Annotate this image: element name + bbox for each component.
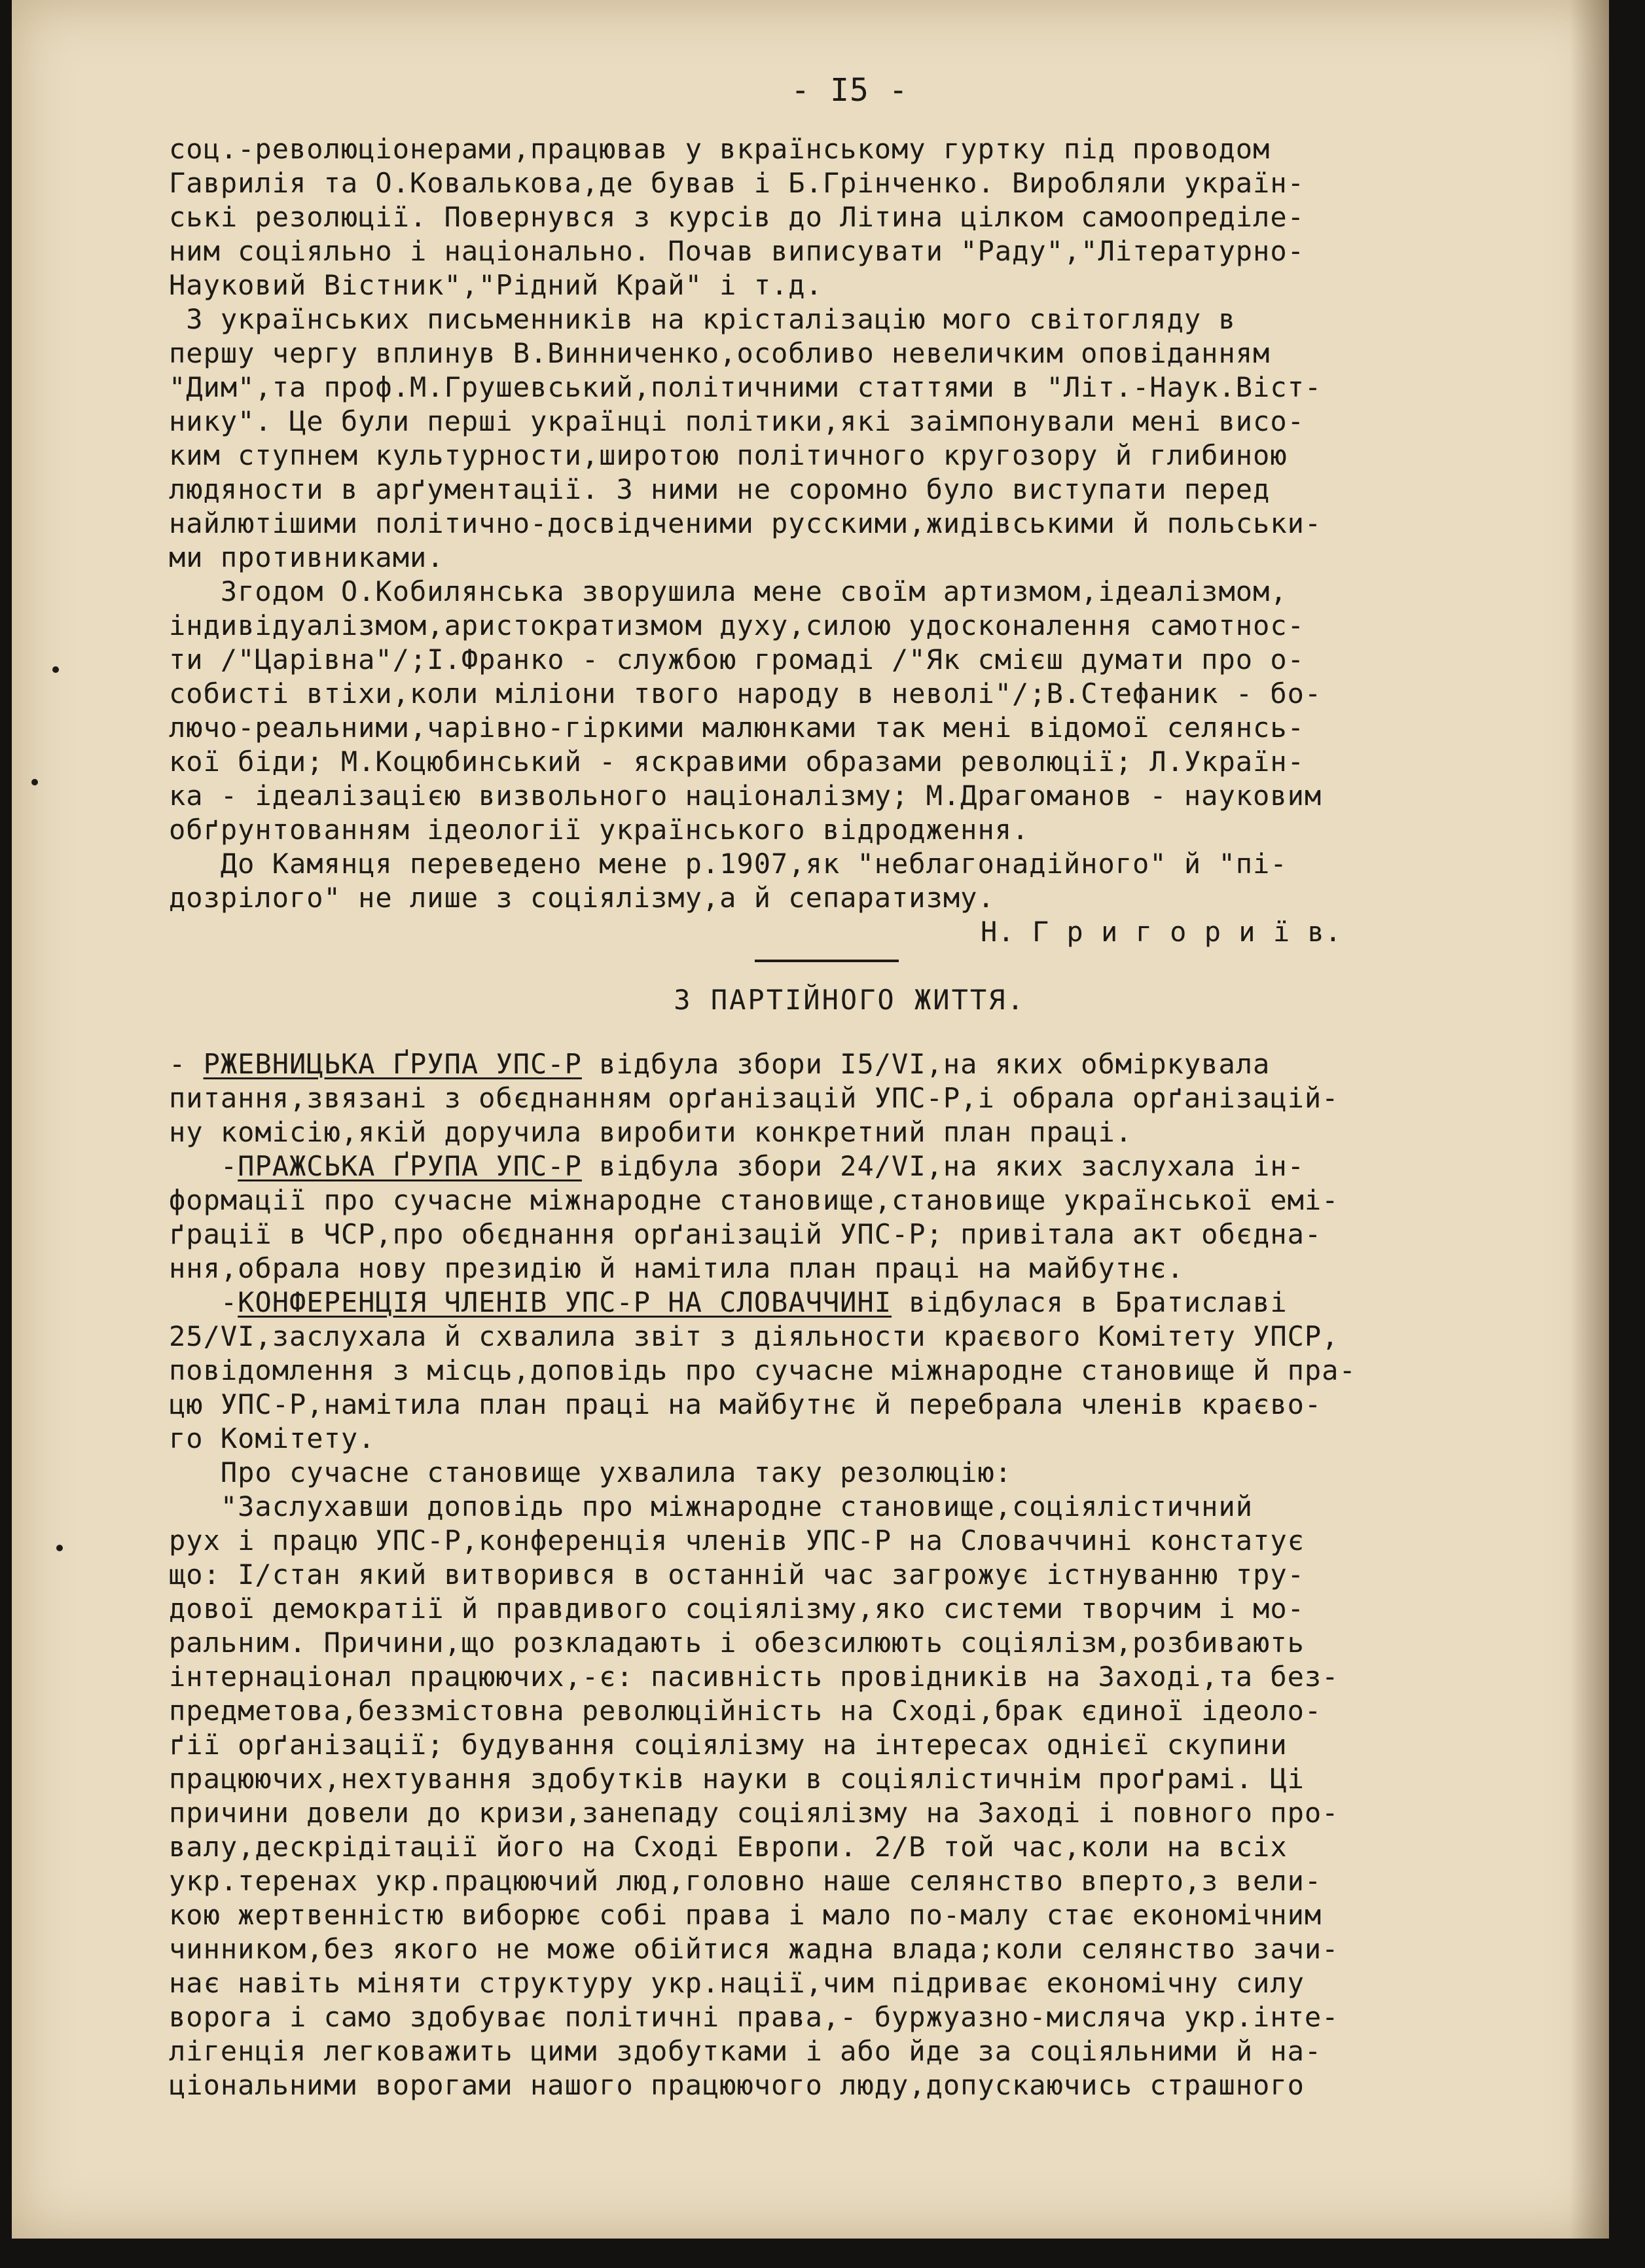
text-line: Про сучасне становище ухвалила таку резолюцію: <box>169 1456 1013 1488</box>
text-line: предметова,беззмістовна революційність на Сході,брак єдиної ідеоло- <box>169 1695 1322 1727</box>
text-line: ґрації в ЧСР,про обєднання орґанізацій УПС-Р; привітала акт обєдна- <box>169 1218 1322 1250</box>
text-line: ким ступнем культурности,широтою політичного кругозору й глибиною <box>169 439 1288 471</box>
text-line: рух і працю УПС-Р,конференція членів УПС-Р на Словаччині констатує <box>169 1524 1305 1557</box>
text-line: нає навіть міняти структуру укр.нації,чим підриває економічну силу <box>169 1967 1305 1999</box>
text-line: дової демократії й правдивого соціялізму,яко системи творчим і мо- <box>169 1593 1305 1625</box>
text-line: До Камянця переведено мене р.1907,як "неблагонадійного" й "пі- <box>169 848 1288 880</box>
text-line: нику". Це були перші українці політики,які заімпонували мені висо- <box>169 405 1305 437</box>
text-line: дозрілого" не лише з соціялізму,а й сепаратизму. <box>169 882 995 914</box>
list-marker: - <box>169 1286 238 1318</box>
text-line <box>169 1149 1530 1183</box>
text-line: ння,обрала нову президію й намітила план праці на майбутнє. <box>169 1252 1184 1284</box>
report-title: КОНФЕРЕНЦІЯ ЧЛЕНІВ УПС-Р НА СЛОВАЧЧИНІ <box>238 1286 892 1318</box>
text-line <box>169 1047 1530 1081</box>
text-line: ну комісію,якій доручила виробити конкретний план праці. <box>169 1116 1133 1148</box>
text-line: індивідуалізмом,аристократизмом духу,силою удосконалення самотнос- <box>169 609 1305 641</box>
page-number: - I5 - <box>791 73 909 107</box>
paragraph-resolution <box>169 1456 1530 2102</box>
text-line: ґії орґанізації; будування соціялізму на інтересах однієї скупини <box>169 1729 1288 1761</box>
report-title: ПРАЖСЬКА ҐРУПА УПС-Р <box>238 1150 582 1182</box>
text-line: Науковий Вістник","Рідний Край" і т.д. <box>169 269 823 301</box>
text-line: лігенція легковажить цими здобутками і або йде за соціяльними й на- <box>169 2035 1322 2067</box>
report-first-line: відбула збори I5/VI,на яких обміркувала <box>581 1048 1271 1080</box>
report-prague-group <box>169 1149 1530 1286</box>
page-edge-shadow <box>1570 0 1609 2239</box>
text-line: ми противниками. <box>169 541 444 573</box>
paragraph-kobylianska <box>169 575 1530 847</box>
paragraph-education <box>169 132 1530 302</box>
text-line: причини довели до кризи,занепаду соціялізму на Заході і повного про- <box>169 1797 1339 1829</box>
text-line: ральним. Причини,що розкладають і обезсилюють соціялізм,розбивають <box>169 1627 1305 1659</box>
text-line: "Дим",та проф.М.Грушевський,політичними статтями в "Літ.-Наук.Віст- <box>169 371 1322 403</box>
text-line: ворога і само здобуває політичні права,- буржуазно-мисляча укр.інте- <box>169 2001 1339 2033</box>
text-line: першу чергу вплинув В.Винниченко,особливо невеличким оповіданням <box>169 337 1271 369</box>
text-line: 25/VI,заслухала й схвалила звіт з діяльности краєвого Комітету УПСР, <box>169 1320 1339 1352</box>
text-line: кої біди; М.Коцюбинський - яскравими образами революції; Л.Україн- <box>169 746 1305 778</box>
list-marker: - <box>169 1150 238 1182</box>
section-heading: З ПАРТІЙНОГО ЖИТТЯ. <box>674 984 1026 1016</box>
text-line <box>169 1286 1530 1320</box>
text-line: лючо-реальними,чарівно-гіркими малюнками так мені відомої селянсь- <box>169 711 1305 744</box>
text-line: укр.теренах укр.працюючий люд,головно наше селянство вперто,з вели- <box>169 1865 1322 1897</box>
margin-mark <box>31 779 38 785</box>
margin-mark <box>52 666 59 673</box>
text-line: цю УПС-Р,намітила план праці на майбутнє й перебрала членів краєво- <box>169 1388 1322 1420</box>
report-title: РЖЕВНИЦЬКА ҐРУПА УПС-Р <box>203 1048 582 1080</box>
margin-mark <box>56 1545 63 1551</box>
text-line: Гаврилія та О.Ковалькова,де бував і Б.Грінченко. Виробляли україн- <box>169 167 1305 199</box>
text-line: питання,звязані з обєднанням орґанізацій УПС-Р,і обрала орґанізацій- <box>169 1082 1339 1114</box>
text-line: що: І/стан який витворився в останній час загрожує істнуванню тру- <box>169 1558 1305 1591</box>
text-line: чинником,без якого не може обійтися жадна влада;коли селянство зачи- <box>169 1933 1339 1965</box>
text-line: валу,дескрідітації його на Сході Европи. 2/В той час,коли на всіх <box>169 1831 1288 1863</box>
text-line: інтернаціонал працюючих,-є: пасивність провідників на Заході,та без- <box>169 1661 1339 1693</box>
report-slovakia-conference <box>169 1286 1530 1456</box>
report-rzhevnytska-group <box>169 1047 1530 1149</box>
paragraph-writers-influence <box>169 302 1530 575</box>
text-line: людяности в арґументації. З ними не соромно було виступати перед <box>169 473 1271 505</box>
report-first-line: відбулася в Братиславі <box>892 1286 1288 1318</box>
text-line: ські резолюції. Повернувся з курсів до Літина цілком самоопреділе- <box>169 201 1305 233</box>
text-line: повідомлення з місць,доповідь про сучасне міжнародне становище й пра- <box>169 1354 1356 1386</box>
text-line: найлютішими політично-досвідченими русскими,жидівськими й польськи- <box>169 507 1322 539</box>
text-line: формації про сучасне міжнародне становище,становище української емі- <box>169 1184 1339 1216</box>
typed-text-body <box>169 73 1530 2102</box>
list-marker: - <box>169 1048 204 1080</box>
text-line: кою жертвенністю виборює собі права і мало по-малу стає економічним <box>169 1899 1322 1931</box>
text-line: собисті втіхи,коли міліони твого народу в неволі"/;В.Стефаник - бо- <box>169 677 1322 710</box>
text-line: Згодом О.Кобилянська зворушила мене своїм артизмом,ідеалізмом, <box>169 575 1288 607</box>
text-line: З українських письменників на крісталізацію мого світогляду в <box>169 303 1236 335</box>
text-line: ка - ідеалізацією визвольного націоналізму; М.Драгоманов - науковим <box>169 780 1322 812</box>
text-line: обґрунтованням ідеології українського відродження. <box>169 814 1030 846</box>
text-line: ним соціяльно і національно. Почав виписувати "Раду","Літературно- <box>169 235 1305 267</box>
author-signature: Н. Г р и г о р и ї в. <box>981 916 1343 948</box>
text-line: "Заслухавши доповідь про міжнародне становище,соціялістичний <box>169 1490 1254 1522</box>
text-line: го Комітету. <box>169 1422 376 1454</box>
document-page <box>12 0 1609 2239</box>
text-line: соц.-революціонерами,працював у вкраїнському гуртку під проводом <box>169 133 1271 165</box>
text-line: ти /"Царівна"/;І.Франко - службою громаді /"Як смієш думати про о- <box>169 643 1305 675</box>
paragraph-kamianets <box>169 847 1530 915</box>
report-first-line: відбула збори 24/VI,на яких заслухала ін- <box>581 1150 1305 1182</box>
text-line: ціональними ворогами нашого працюючого люду,допускаючись страшного <box>169 2069 1305 2101</box>
text-line: працюючих,нехтування здобутків науки в соціялістичнім проґрамі. Ці <box>169 1763 1305 1795</box>
